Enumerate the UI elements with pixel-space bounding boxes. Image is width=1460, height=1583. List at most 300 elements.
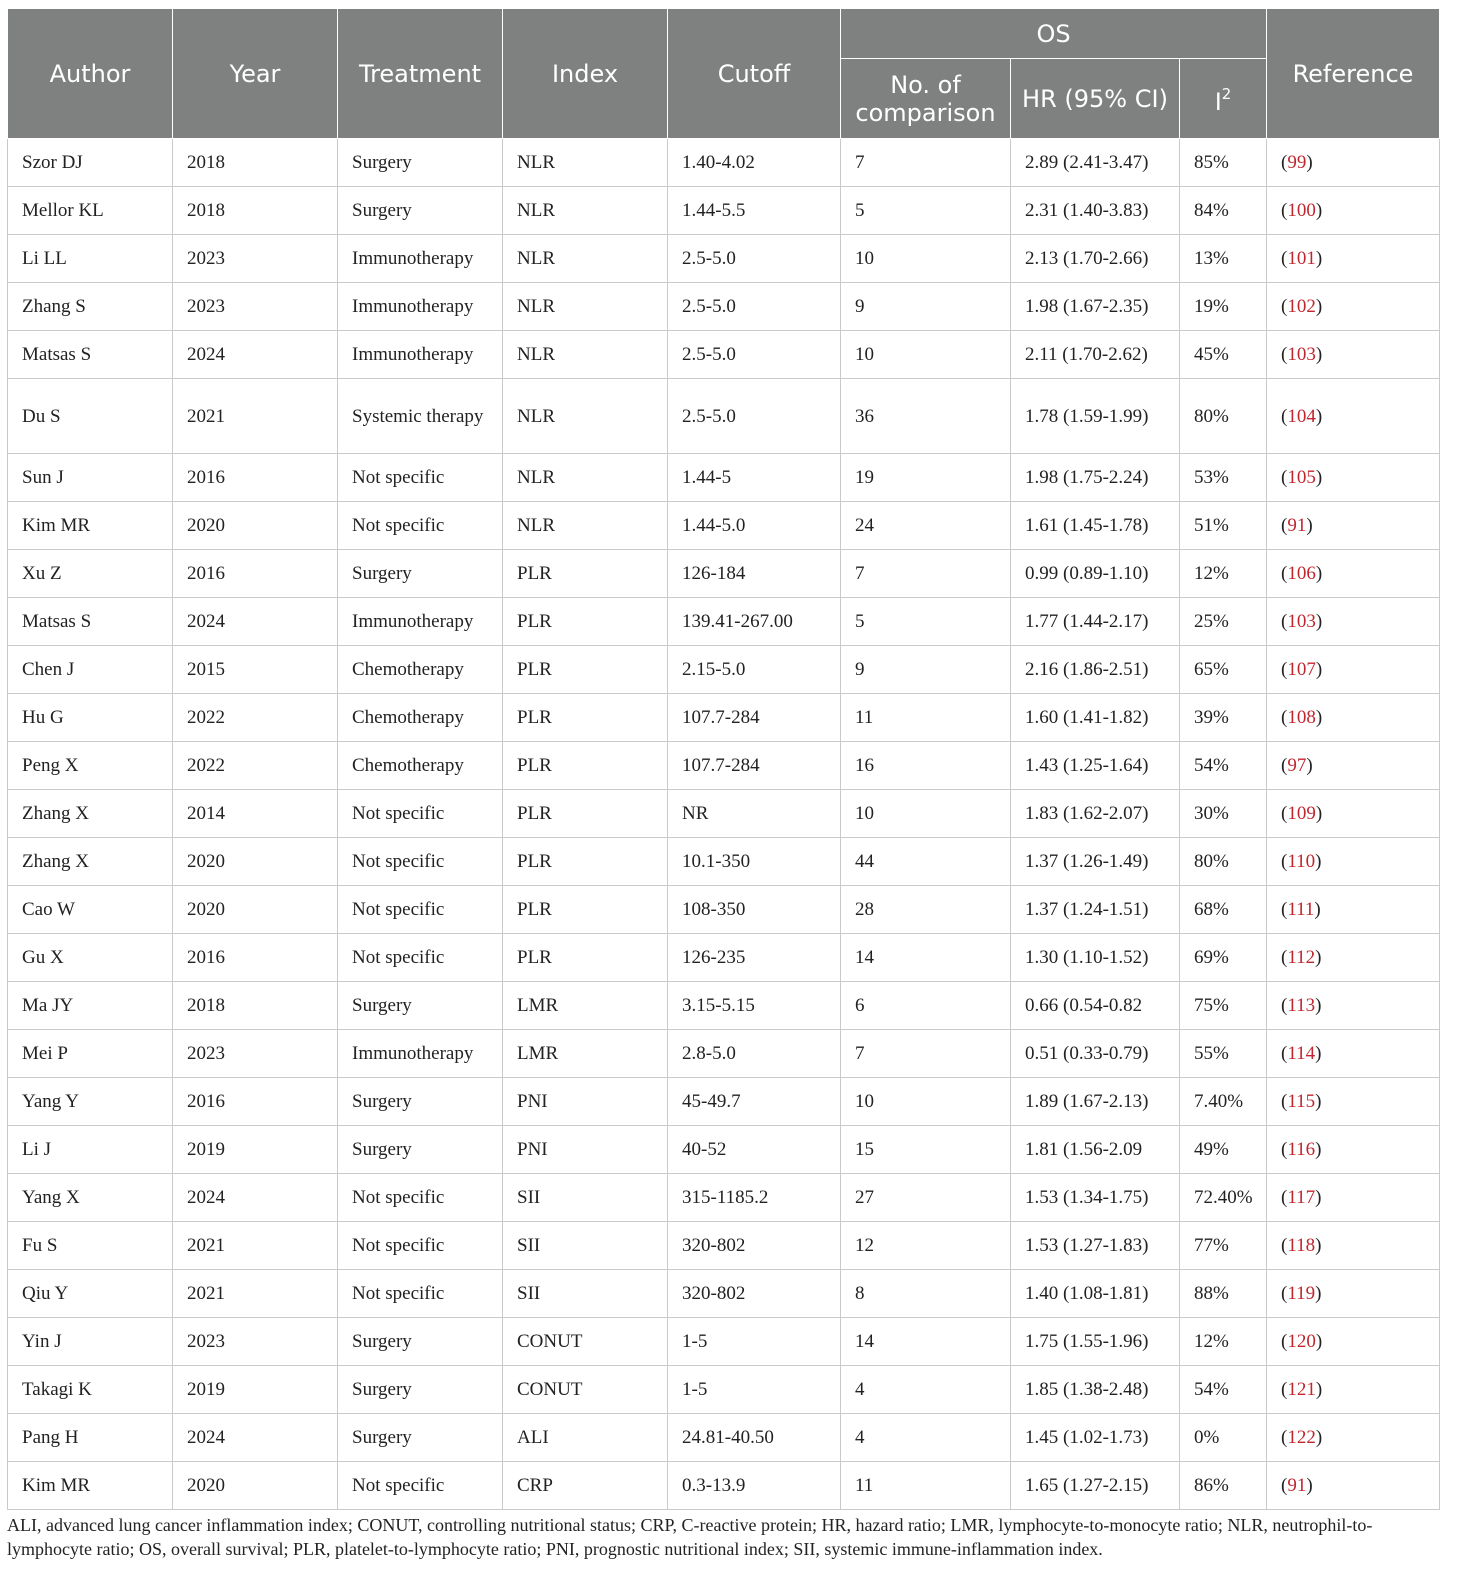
cutoff-cell: 2.5-5.0 [668,331,841,379]
reference-cell: (120) [1267,1318,1440,1366]
hazard-ratio-cell: 1.83 (1.62-2.07) [1011,790,1180,838]
cutoff-cell: 40-52 [668,1126,841,1174]
year-cell: 2020 [173,1462,338,1510]
heterogeneity-cell: 80% [1180,379,1267,454]
comparison-count-cell: 14 [841,934,1011,982]
reference-link[interactable]: 99 [1287,152,1307,173]
heterogeneity-cell: 45% [1180,331,1267,379]
author-cell: Sun J [8,454,173,502]
hazard-ratio-cell: 1.98 (1.67-2.35) [1011,283,1180,331]
table-row [8,283,1440,331]
index-cell: PLR [503,934,668,982]
heterogeneity-cell: 39% [1180,694,1267,742]
author-cell: Kim MR [8,502,173,550]
index-cell: SII [503,1270,668,1318]
index-cell: LMR [503,1030,668,1078]
comparison-count-cell: 11 [841,1462,1011,1510]
author-cell: Cao W [8,886,173,934]
table-row [8,1366,1440,1414]
hazard-ratio-cell: 2.16 (1.86-2.51) [1011,646,1180,694]
reference-link[interactable]: 117 [1287,1187,1316,1208]
cutoff-cell: NR [668,790,841,838]
year-cell: 2024 [173,1414,338,1462]
cutoff-cell: 24.81-40.50 [668,1414,841,1462]
cutoff-cell: 10.1-350 [668,838,841,886]
table-row [8,331,1440,379]
reference-cell: (112) [1267,934,1440,982]
index-cell: SII [503,1222,668,1270]
index-cell: PLR [503,838,668,886]
author-cell: Gu X [8,934,173,982]
treatment-cell: Surgery [338,1366,503,1414]
reference-cell: (114) [1267,1030,1440,1078]
cutoff-cell: 107.7-284 [668,742,841,790]
year-cell: 2024 [173,598,338,646]
year-cell: 2015 [173,646,338,694]
hazard-ratio-cell: 1.77 (1.44-2.17) [1011,598,1180,646]
heterogeneity-cell: 30% [1180,790,1267,838]
table-row [8,982,1440,1030]
comparison-count-cell: 7 [841,139,1011,187]
year-cell: 2018 [173,139,338,187]
hazard-ratio-cell: 1.81 (1.56-2.09 [1011,1126,1180,1174]
heterogeneity-cell: 86% [1180,1462,1267,1510]
cutoff-cell: 2.5-5.0 [668,283,841,331]
treatment-cell: Not specific [338,1462,503,1510]
cutoff-cell: 2.15-5.0 [668,646,841,694]
comparison-count-cell: 10 [841,790,1011,838]
header-year: Year [173,9,338,139]
author-cell: Qiu Y [8,1270,173,1318]
reference-cell: (115) [1267,1078,1440,1126]
table-row [8,1174,1440,1222]
reference-link[interactable]: 104 [1287,405,1316,427]
comparison-count-cell: 28 [841,886,1011,934]
author-cell: Xu Z [8,550,173,598]
heterogeneity-cell: 85% [1180,139,1267,187]
hazard-ratio-cell: 0.66 (0.54-0.82 [1011,982,1180,1030]
reference-link[interactable]: 102 [1287,296,1316,317]
cutoff-cell: 320-802 [668,1222,841,1270]
year-cell: 2024 [173,1174,338,1222]
author-cell: Matsas S [8,598,173,646]
heterogeneity-cell: 12% [1180,550,1267,598]
table-row [8,550,1440,598]
index-cell: PLR [503,790,668,838]
cutoff-cell: 126-184 [668,550,841,598]
treatment-cell: Not specific [338,934,503,982]
year-cell: 2019 [173,1126,338,1174]
heterogeneity-cell: 7.40% [1180,1078,1267,1126]
index-cell: NLR [503,454,668,502]
cutoff-cell: 107.7-284 [668,694,841,742]
reference-cell: (102) [1267,283,1440,331]
heterogeneity-cell: 54% [1180,742,1267,790]
cutoff-cell: 126-235 [668,934,841,982]
header-hr: HR (95% CI) [1011,59,1180,139]
comparison-count-cell: 5 [841,187,1011,235]
year-cell: 2020 [173,886,338,934]
reference-cell: (100) [1267,187,1440,235]
comparison-count-cell: 7 [841,1030,1011,1078]
heterogeneity-cell: 65% [1180,646,1267,694]
header-i2-superscript: 2 [1221,84,1232,103]
cutoff-cell: 108-350 [668,886,841,934]
comparison-count-cell: 12 [841,1222,1011,1270]
reference-cell: (116) [1267,1126,1440,1174]
treatment-cell: Immunotherapy [338,331,503,379]
comparison-count-cell: 27 [841,1174,1011,1222]
author-cell: Zhang S [8,283,173,331]
hazard-ratio-cell: 1.75 (1.55-1.96) [1011,1318,1180,1366]
hazard-ratio-cell: 1.43 (1.25-1.64) [1011,742,1180,790]
treatment-cell: Systemic therapy [338,379,503,454]
comparison-count-cell: 5 [841,598,1011,646]
author-cell: Fu S [8,1222,173,1270]
author-cell: Zhang X [8,790,173,838]
header-os: OS [841,9,1267,59]
hazard-ratio-cell: 1.78 (1.59-1.99) [1011,379,1180,454]
treatment-cell: Not specific [338,790,503,838]
hazard-ratio-cell: 1.37 (1.24-1.51) [1011,886,1180,934]
treatment-cell: Surgery [338,982,503,1030]
comparison-count-cell: 14 [841,1318,1011,1366]
reference-cell: (91) [1267,1462,1440,1510]
table-row [8,1030,1440,1078]
index-cell: PLR [503,694,668,742]
heterogeneity-cell: 53% [1180,454,1267,502]
author-cell: Yang Y [8,1078,173,1126]
year-cell: 2023 [173,1318,338,1366]
heterogeneity-cell: 77% [1180,1222,1267,1270]
treatment-cell: Immunotherapy [338,283,503,331]
reference-cell: (104) [1267,379,1440,454]
reference-link[interactable]: 101 [1287,248,1316,269]
index-cell: CONUT [503,1366,668,1414]
heterogeneity-cell: 12% [1180,1318,1267,1366]
year-cell: 2020 [173,838,338,886]
treatment-cell: Not specific [338,1270,503,1318]
treatment-cell: Not specific [338,502,503,550]
cutoff-cell: 139.41-267.00 [668,598,841,646]
header-treatment: Treatment [338,9,503,139]
index-cell: ALI [503,1414,668,1462]
reference-link[interactable]: 91 [1287,515,1307,536]
reference-link[interactable]: 119 [1287,1283,1316,1304]
index-cell: PLR [503,886,668,934]
hazard-ratio-cell: 1.40 (1.08-1.81) [1011,1270,1180,1318]
reference-link[interactable]: 107 [1287,659,1316,680]
table-row [8,187,1440,235]
year-cell: 2023 [173,1030,338,1078]
hazard-ratio-cell: 0.99 (0.89-1.10) [1011,550,1180,598]
header-author: Author [8,9,173,139]
index-cell: NLR [503,139,668,187]
reference-link[interactable]: 116 [1287,1139,1316,1160]
index-cell: NLR [503,331,668,379]
hazard-ratio-cell: 1.98 (1.75-2.24) [1011,454,1180,502]
year-cell: 2022 [173,694,338,742]
treatment-cell: Not specific [338,886,503,934]
index-cell: PLR [503,742,668,790]
reference-link[interactable]: 97 [1287,755,1307,776]
treatment-cell: Not specific [338,1222,503,1270]
year-cell: 2020 [173,502,338,550]
table-footnote: ALI, advanced lung cancer inflammation index; CONUT, controlling nutritional status; CRP, C-reactive protein; HR, hazard ratio; LMR, lymphocyte-to-monocyte ratio; NLR, neutrophil-to-lymphocyte ratio; OS, overall survival; PLR, platelet-to-lymphocyte ratio; PNI, prognostic nutritional index; SII, systemic immune-inflammation index. [7,1515,1373,1559]
hazard-ratio-cell: 2.11 (1.70-2.62) [1011,331,1180,379]
cutoff-cell: 0.3-13.9 [668,1462,841,1510]
comparison-count-cell: 4 [841,1366,1011,1414]
heterogeneity-cell: 25% [1180,598,1267,646]
header-reference: Reference [1267,9,1440,139]
reference-cell: (99) [1267,139,1440,187]
author-cell: Matsas S [8,331,173,379]
reference-cell: (113) [1267,982,1440,1030]
reference-cell: (103) [1267,598,1440,646]
reference-cell: (108) [1267,694,1440,742]
hazard-ratio-cell: 1.65 (1.27-2.15) [1011,1462,1180,1510]
author-cell: Ma JY [8,982,173,1030]
reference-link[interactable]: 91 [1287,1475,1307,1496]
table-row [8,1318,1440,1366]
index-cell: PNI [503,1126,668,1174]
reference-cell: (117) [1267,1174,1440,1222]
reference-cell: (101) [1267,235,1440,283]
author-cell: Yin J [8,1318,173,1366]
author-cell: Peng X [8,742,173,790]
year-cell: 2018 [173,187,338,235]
table-row [8,1078,1440,1126]
reference-link[interactable]: 122 [1287,1427,1316,1448]
year-cell: 2014 [173,790,338,838]
author-cell: Du S [8,379,173,454]
heterogeneity-cell: 88% [1180,1270,1267,1318]
reference-link[interactable]: 115 [1287,1091,1316,1112]
table-row [8,934,1440,982]
hazard-ratio-cell: 1.85 (1.38-2.48) [1011,1366,1180,1414]
index-cell: SII [503,1174,668,1222]
reference-cell: (118) [1267,1222,1440,1270]
cutoff-cell: 2.8-5.0 [668,1030,841,1078]
reference-link[interactable]: 109 [1287,803,1316,824]
year-cell: 2023 [173,283,338,331]
heterogeneity-cell: 55% [1180,1030,1267,1078]
hazard-ratio-cell: 1.53 (1.34-1.75) [1011,1174,1180,1222]
heterogeneity-cell: 75% [1180,982,1267,1030]
author-cell: Mellor KL [8,187,173,235]
comparison-count-cell: 10 [841,1078,1011,1126]
table-row [8,454,1440,502]
index-cell: NLR [503,502,668,550]
index-cell: CONUT [503,1318,668,1366]
table-row [8,742,1440,790]
treatment-cell: Immunotherapy [338,598,503,646]
header-i2 [1180,59,1267,139]
comparison-count-cell: 9 [841,283,1011,331]
reference-link[interactable]: 112 [1287,947,1316,968]
year-cell: 2019 [173,1366,338,1414]
reference-link[interactable]: 110 [1287,851,1316,872]
table-row [8,886,1440,934]
cutoff-cell: 3.15-5.15 [668,982,841,1030]
reference-link[interactable]: 103 [1287,344,1316,365]
heterogeneity-cell: 49% [1180,1126,1267,1174]
reference-cell: (103) [1267,331,1440,379]
reference-link[interactable]: 121 [1287,1379,1316,1400]
year-cell: 2021 [173,1222,338,1270]
year-cell: 2016 [173,550,338,598]
comparison-count-cell: 9 [841,646,1011,694]
cutoff-cell: 1.44-5.0 [668,502,841,550]
table-row [8,838,1440,886]
year-cell: 2016 [173,934,338,982]
hazard-ratio-cell: 1.45 (1.02-1.73) [1011,1414,1180,1462]
reference-link[interactable]: 105 [1287,467,1316,488]
treatment-cell: Surgery [338,187,503,235]
treatment-cell: Surgery [338,1126,503,1174]
year-cell: 2021 [173,1270,338,1318]
author-cell: Chen J [8,646,173,694]
index-cell: NLR [503,283,668,331]
treatment-cell: Chemotherapy [338,694,503,742]
hazard-ratio-cell: 2.31 (1.40-3.83) [1011,187,1180,235]
index-cell: CRP [503,1462,668,1510]
treatment-cell: Not specific [338,454,503,502]
comparison-count-cell: 19 [841,454,1011,502]
table-row [8,1222,1440,1270]
heterogeneity-cell: 80% [1180,838,1267,886]
cutoff-cell: 2.5-5.0 [668,379,841,454]
heterogeneity-cell: 19% [1180,283,1267,331]
header-i2-base: I [1214,87,1222,116]
table-row [8,235,1440,283]
treatment-cell: Immunotherapy [338,235,503,283]
cutoff-cell: 1.44-5 [668,454,841,502]
reference-link[interactable]: 113 [1287,995,1316,1016]
table-header [8,9,1440,139]
cutoff-cell: 315-1185.2 [668,1174,841,1222]
comparison-count-cell: 6 [841,982,1011,1030]
header-index: Index [503,9,668,139]
reference-cell: (111) [1267,886,1440,934]
table-row [8,1414,1440,1462]
reference-cell: (105) [1267,454,1440,502]
comparison-count-cell: 10 [841,331,1011,379]
index-cell: PLR [503,598,668,646]
year-cell: 2016 [173,454,338,502]
year-cell: 2022 [173,742,338,790]
index-cell: NLR [503,379,668,454]
index-cell: PLR [503,550,668,598]
reference-cell: (122) [1267,1414,1440,1462]
hazard-ratio-cell: 2.89 (2.41-3.47) [1011,139,1180,187]
year-cell: 2021 [173,379,338,454]
heterogeneity-cell: 13% [1180,235,1267,283]
reference-link[interactable]: 108 [1287,707,1316,728]
table-row [8,502,1440,550]
reference-cell: (106) [1267,550,1440,598]
heterogeneity-cell: 0% [1180,1414,1267,1462]
reference-link[interactable]: 103 [1287,611,1316,632]
comparison-count-cell: 44 [841,838,1011,886]
year-cell: 2018 [173,982,338,1030]
reference-cell: (121) [1267,1366,1440,1414]
comparison-count-cell: 36 [841,379,1011,454]
reference-cell: (109) [1267,790,1440,838]
author-cell: Yang X [8,1174,173,1222]
reference-link[interactable]: 114 [1287,1043,1316,1064]
heterogeneity-cell: 51% [1180,502,1267,550]
treatment-cell: Surgery [338,1318,503,1366]
table-row [8,1126,1440,1174]
header-cutoff: Cutoff [668,9,841,139]
index-cell: PNI [503,1078,668,1126]
comparison-count-cell: 10 [841,235,1011,283]
author-cell: Li LL [8,235,173,283]
reference-link[interactable]: 111 [1287,899,1315,920]
comparison-count-cell: 16 [841,742,1011,790]
reference-cell: (110) [1267,838,1440,886]
index-cell: NLR [503,187,668,235]
heterogeneity-cell: 72.40% [1180,1174,1267,1222]
cutoff-cell: 1.44-5.5 [668,187,841,235]
table-body [8,139,1440,1510]
author-cell: Takagi K [8,1366,173,1414]
reference-link[interactable]: 100 [1287,200,1316,221]
hazard-ratio-cell: 1.37 (1.26-1.49) [1011,838,1180,886]
treatment-cell: Not specific [338,838,503,886]
index-cell: LMR [503,982,668,1030]
cutoff-cell: 2.5-5.0 [668,235,841,283]
hazard-ratio-cell: 0.51 (0.33-0.79) [1011,1030,1180,1078]
heterogeneity-cell: 84% [1180,187,1267,235]
table-row [8,139,1440,187]
reference-link[interactable]: 118 [1287,1235,1316,1256]
hazard-ratio-cell: 1.89 (1.67-2.13) [1011,1078,1180,1126]
table-row [8,598,1440,646]
reference-cell: (91) [1267,502,1440,550]
treatment-cell: Not specific [338,1174,503,1222]
author-cell: Li J [8,1126,173,1174]
year-cell: 2024 [173,331,338,379]
cutoff-cell: 1-5 [668,1366,841,1414]
comparison-count-cell: 24 [841,502,1011,550]
reference-link[interactable]: 120 [1287,1331,1316,1352]
table-row [8,646,1440,694]
cutoff-cell: 1-5 [668,1318,841,1366]
comparison-count-cell: 8 [841,1270,1011,1318]
table-row [8,379,1440,454]
author-cell: Mei P [8,1030,173,1078]
heterogeneity-cell: 54% [1180,1366,1267,1414]
comparison-count-cell: 11 [841,694,1011,742]
comparison-count-cell: 7 [841,550,1011,598]
index-cell: NLR [503,235,668,283]
treatment-cell: Surgery [338,550,503,598]
hazard-ratio-cell: 1.53 (1.27-1.83) [1011,1222,1180,1270]
hazard-ratio-cell: 1.30 (1.10-1.52) [1011,934,1180,982]
table-row [8,790,1440,838]
heterogeneity-cell: 69% [1180,934,1267,982]
treatment-cell: Surgery [338,1078,503,1126]
author-cell: Kim MR [8,1462,173,1510]
reference-cell: (107) [1267,646,1440,694]
author-cell: Zhang X [8,838,173,886]
reference-cell: (119) [1267,1270,1440,1318]
reference-link[interactable]: 106 [1287,563,1316,584]
hazard-ratio-cell: 1.61 (1.45-1.78) [1011,502,1180,550]
cutoff-cell: 1.40-4.02 [668,139,841,187]
